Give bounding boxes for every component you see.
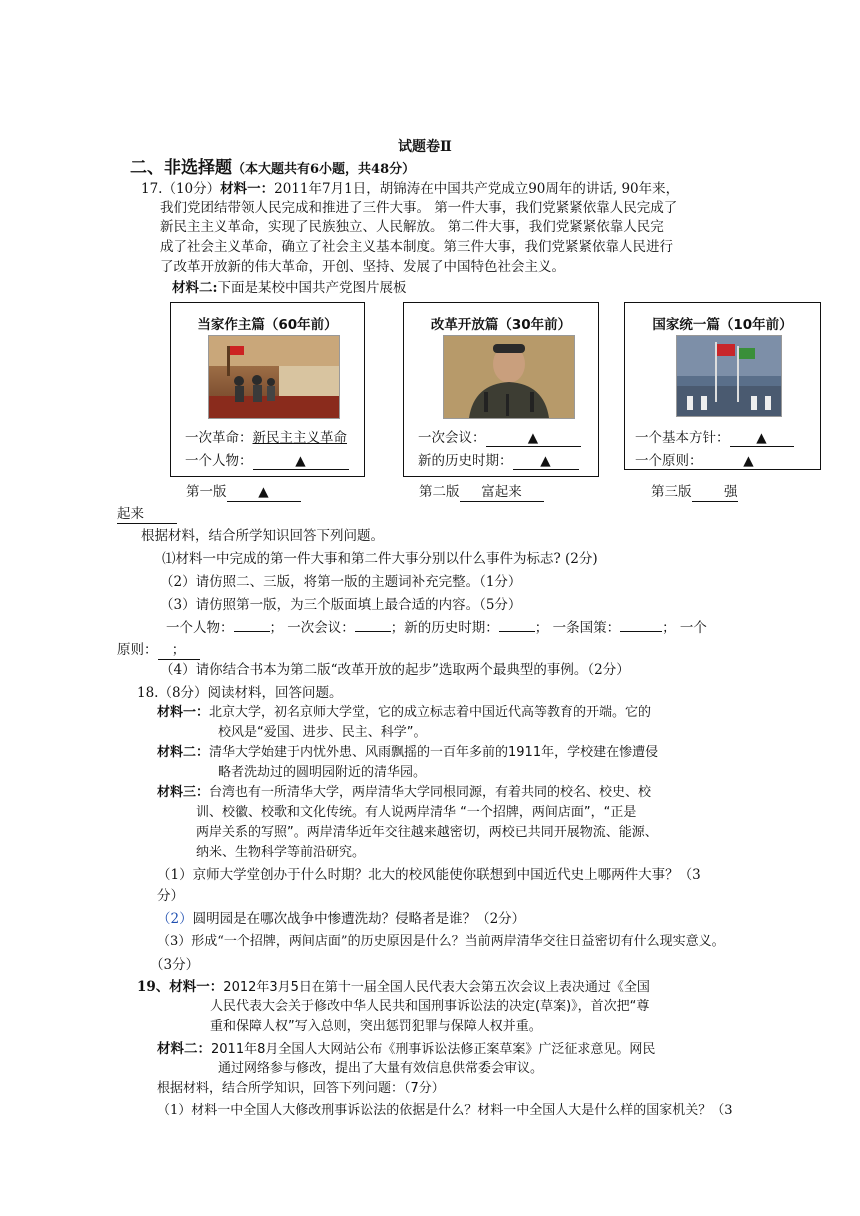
q19-m2-text: 2011年8月全国人大网站公布《刑事诉讼法修正案草案》广泛征求意见。网民: [211, 1042, 656, 1057]
board-1-row-1: [185, 426, 347, 446]
board-1-row-2-value: ▲: [253, 453, 349, 470]
edition-1-label: 第一版: [186, 484, 227, 500]
board-3: [624, 302, 821, 470]
q18-m3-line-4: 纳米、生物科学等前沿研究。: [196, 845, 366, 860]
fill-person-label: 一个人物：: [166, 620, 234, 636]
board-2-row-1-label: 一次会议：: [418, 430, 486, 446]
board-3-row-1-label: 一个基本方针：: [635, 430, 730, 446]
section-title: 二、非选择题: [130, 158, 232, 178]
q19-line-1: [137, 978, 650, 997]
board-3-row-2-value: ▲: [703, 453, 795, 470]
q18-sub-2: [157, 910, 525, 928]
board-2-row-2-label: 新的历史时期：: [418, 453, 513, 469]
q17-m1-line-2: 我们党团结带领人民完成和推进了三件大事。 第一件大事，我们党紧紧依靠人民完成了: [160, 200, 678, 216]
q19-m1-label: 材料一：: [169, 979, 224, 995]
q17-fill-line: [166, 619, 707, 637]
q18-m2-text: 清华大学始建于内忧外患、风雨飘摇的一百年多前的1911年，学校建在惨遭侵: [209, 745, 659, 760]
board-2-row-1: [418, 426, 581, 447]
q18-m2-label: 材料二：: [157, 745, 210, 760]
q18-sub-2-text: 圆明园是在哪次战争中惨遭洗劫？侵略者是谁？（2分）: [192, 911, 526, 927]
q18-m1-line-2: 校风是“爱国、进步、民主、科学”。: [218, 725, 427, 740]
q19-m2-line-1: [157, 1040, 655, 1059]
edition-2-label: 第二版: [419, 484, 460, 500]
q17-m1-text: 2011年7月1日，胡锦涛在中国共产党成立90周年的讲话, 90年来，: [274, 181, 680, 197]
edition-3-cont-value: 起来: [117, 505, 177, 524]
q18-m1-text: 北京大学，初名京师大学堂，它的成立标志着中国近代高等教育的开端。它的: [209, 705, 652, 720]
edition-3-value: 强: [692, 483, 738, 502]
q17-number: 17.（10分）: [141, 181, 221, 197]
q18-m3-label: 材料三：: [157, 785, 210, 800]
board-3-row-2: [635, 449, 795, 470]
fill-principle-prefix: ； 一个: [662, 620, 707, 636]
q17-line-1: [141, 180, 679, 198]
q19-m2-label: 材料二：: [157, 1041, 211, 1057]
section-note: （本大题共有6小题，共48分）: [232, 162, 416, 177]
page-title: 试题卷Ⅱ: [398, 139, 452, 155]
q17-sub-3: （3）请仿照第一版，为三个版面填上最合适的内容。（5分）: [160, 597, 522, 613]
q19-m1-text: 2012年3月5日在第十一届全国人民代表大会第五次会议上表决通过《全国: [223, 980, 650, 995]
board-1-title: 当家作主篇（60年前）: [197, 317, 338, 333]
q19-prompt: 根据材料，结合所学知识，回答下列问题：（7分）: [157, 1081, 445, 1096]
q18-m1-label: 材料一：: [157, 705, 210, 720]
board-2-row-1-value: ▲: [486, 430, 581, 447]
board-2-row-2: [418, 449, 579, 470]
q17-prompt: 根据材料，结合所学知识回答下列问题。: [141, 528, 384, 544]
board-1: [170, 302, 365, 477]
q17-sub-1: ⑴材料一中完成的第一件大事和第二件大事分别以什么事件为标志? (2分): [162, 551, 598, 567]
section-heading: [130, 153, 415, 178]
board-2-title: 改革开放篇（30年前）: [430, 317, 572, 333]
q18-m1-line-1: [157, 704, 651, 722]
q18-head: 18.（8分）阅读材料，回答问题。: [137, 685, 343, 701]
fill-policy-blank: [620, 631, 662, 632]
board-3-row-1: [635, 426, 794, 447]
q17-m1-line-4: 成了社会主义革命，确立了社会主义基本制度。第三件大事，我们党紧紧依靠人民进行: [160, 239, 673, 255]
q17-m2-label: 材料二:: [172, 280, 218, 296]
edition-2-value: 富起来: [460, 483, 544, 502]
edition-3-label: 第三版: [651, 484, 692, 500]
q18-sub-2-number: （2）: [157, 911, 193, 927]
q19-sub-1: （1）材料一中全国人大修改刑事诉讼法的依据是什么？材料一中全国人大是什么样的国家机关？（3: [157, 1103, 733, 1118]
fill-person-blank: [234, 631, 270, 632]
q18-sub-3: （3）形成“一个招牌，两间店面”的历史原因是什么？当前两岸清华交往日益密切有什么现实意义。: [157, 934, 725, 949]
edition-2: [419, 483, 544, 502]
q17-sub-4: （4）请你结合书本为第二版“改革开放的起步”选取两个最典型的事例。（2分）: [160, 662, 630, 678]
q18-m3-line-3: 两岸关系的写照”。两岸清华近年交往越来越密切，两校已共同开展物流、能源、: [196, 825, 658, 840]
q19-m1-line-2: 人民代表大会关于修改中华人民共和国刑事诉讼法的决定(草案)》，首次把“尊: [210, 999, 650, 1014]
q18-m3-line-1: [157, 784, 651, 802]
board-1-row-2: [185, 449, 349, 470]
board-2-photo: [443, 335, 575, 419]
board-1-row-2-label: 一个人物：: [185, 453, 253, 469]
board-2: [403, 302, 599, 477]
q18-m3-line-2: 训、校徽、校歌和文化传统。有人说两岸清华 “一个招牌，两间店面”，“正是: [196, 805, 637, 820]
q19-m2-line-2: 通过网络参与修改，提出了大量有效信息供常委会审议。: [218, 1061, 544, 1076]
q17-m2-line: [172, 279, 406, 297]
q18-m2-line-2: 略者洗劫过的圆明园附近的清华园。: [218, 765, 427, 780]
edition-1: [186, 483, 301, 502]
fill-period-blank: [499, 631, 535, 632]
q18-m2-line-1: [157, 744, 658, 762]
edition-1-value: ▲: [227, 483, 301, 502]
fill-meeting-blank: [355, 631, 391, 632]
q17-m1-line-5: 了改革开放新的伟大革命，开创、坚持、发展了中国特色社会主义。: [160, 259, 565, 275]
q19-number: 19、: [137, 979, 170, 995]
fill-policy-label: ； 一条国策：: [534, 620, 621, 636]
q18-sub-1: （1）京师大学堂创办于什么时期？北大的校风能使你联想到中国近代史上哪两件大事？（3: [157, 867, 701, 883]
board-2-row-2-value: ▲: [513, 453, 579, 470]
board-3-photo: [676, 335, 782, 417]
q18-sub-3-cont: （3分）: [150, 957, 200, 973]
fill-principle-blank: ；: [158, 641, 200, 660]
board-3-row-1-value: ▲: [730, 430, 794, 447]
board-1-row-1-label: 一次革命：: [185, 430, 253, 446]
q18-m3-text: 台湾也有一所清华大学，两岸清华大学同根同源，有着共同的校名、校史、校: [209, 785, 652, 800]
q17-m1-label: 材料一：: [220, 181, 275, 197]
q17-sub-2: （2）请仿照二、三版，将第一版的主题词补充完整。（1分）: [160, 574, 522, 590]
board-1-photo: [208, 335, 340, 419]
board-3-row-2-label: 一个原则：: [635, 453, 703, 469]
q18-sub-1-cont: 分）: [157, 888, 184, 904]
q17-fill-line-2: [117, 641, 200, 660]
q19-m1-line-3: 重和保障人权”写入总则，突出惩罚犯罪与保障人权并重。: [210, 1019, 542, 1034]
edition-3: [651, 483, 738, 502]
fill-principle-label: 原则：: [117, 642, 158, 658]
board-3-title: 国家统一篇（10年前）: [652, 317, 793, 333]
q17-m2-text: 下面是某校中国共产党图片展板: [217, 280, 407, 296]
board-1-row-1-value: 新民主主义革命: [252, 430, 347, 446]
q17-m1-line-3: 新民主主义革命，实现了民族独立、人民解放。 第二件大事，我们党紧紧依靠人民完: [160, 219, 664, 235]
fill-meeting-label: ； 一次会议：: [269, 620, 355, 636]
edition-3-cont: [117, 505, 177, 524]
fill-period-label: ；新的历史时期：: [390, 620, 499, 636]
